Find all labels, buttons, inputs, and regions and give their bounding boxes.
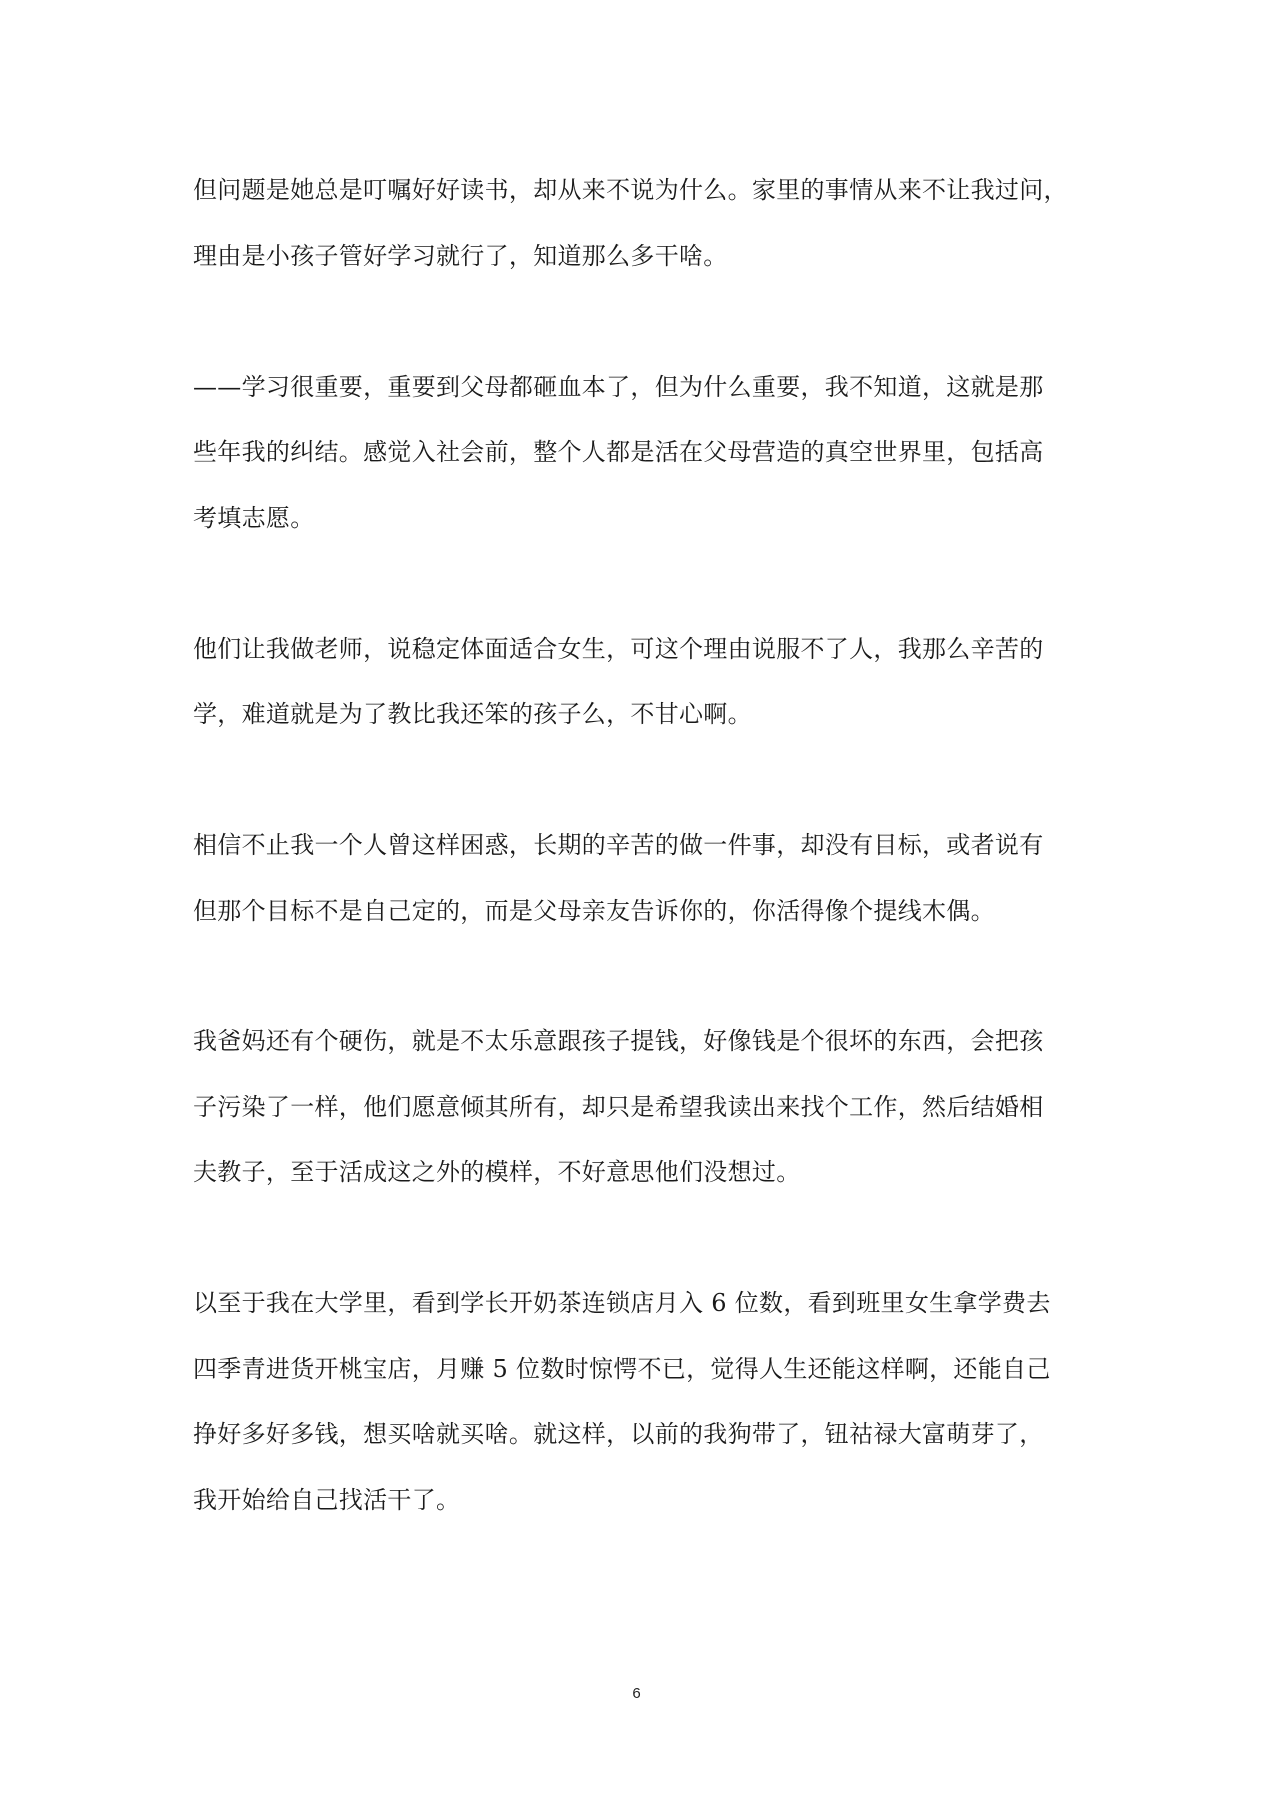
text-line: 考填志愿。 xyxy=(193,504,315,532)
text-line: 理由是小孩子管好学习就行了，知道那么多干啥。 xyxy=(193,242,728,270)
text-line: 我开始给自己找活干了。 xyxy=(193,1486,461,1514)
text-line: ——学习很重要，重要到父母都砸血本了，但为什么重要，我不知道，这就是那 xyxy=(193,373,1044,401)
text-line: 四季青进货开桃宝店，月赚 5 位数时惊愕不已，觉得人生还能这样啊，还能自己 xyxy=(193,1355,1051,1383)
text-line: 子污染了一样，他们愿意倾其所有，却只是希望我读出来找个工作，然后结婚相 xyxy=(193,1093,1044,1121)
text-line: 但那个目标不是自己定的，而是父母亲友告诉你的，你活得像个提线木偶。 xyxy=(193,897,995,925)
text-line: 他们让我做老师，说稳定体面适合女生，可这个理由说服不了人，我那么辛苦的 xyxy=(193,635,1044,663)
text-line: 以至于我在大学里，看到学长开奶茶连锁店月入 6 位数，看到班里女生拿学费去 xyxy=(193,1289,1051,1317)
text-line: 挣好多好多钱，想买啥就买啥。就这样，以前的我狗带了，钮祜禄大富萌芽了， xyxy=(193,1420,1044,1448)
text-line: 我爸妈还有个硬伤，就是不太乐意跟孩子提钱，好像钱是个很坏的东西，会把孩 xyxy=(193,1027,1044,1055)
page-number: 6 xyxy=(632,1685,641,1702)
text-line: 相信不止我一个人曾这样困惑，长期的辛苦的做一件事，却没有目标，或者说有 xyxy=(193,831,1044,859)
text-line: 些年我的纠结。感觉入社会前，整个人都是活在父母营造的真空世界里，包括高 xyxy=(193,438,1044,466)
text-line: 夫教子，至于活成这之外的模样，不好意思他们没想过。 xyxy=(193,1158,801,1186)
text-line: 但问题是她总是叮嘱好好读书，却从来不说为什么。家里的事情从来不让我过问， xyxy=(193,176,1068,204)
text-line: 学，难道就是为了教比我还笨的孩子么，不甘心啊。 xyxy=(193,700,752,728)
